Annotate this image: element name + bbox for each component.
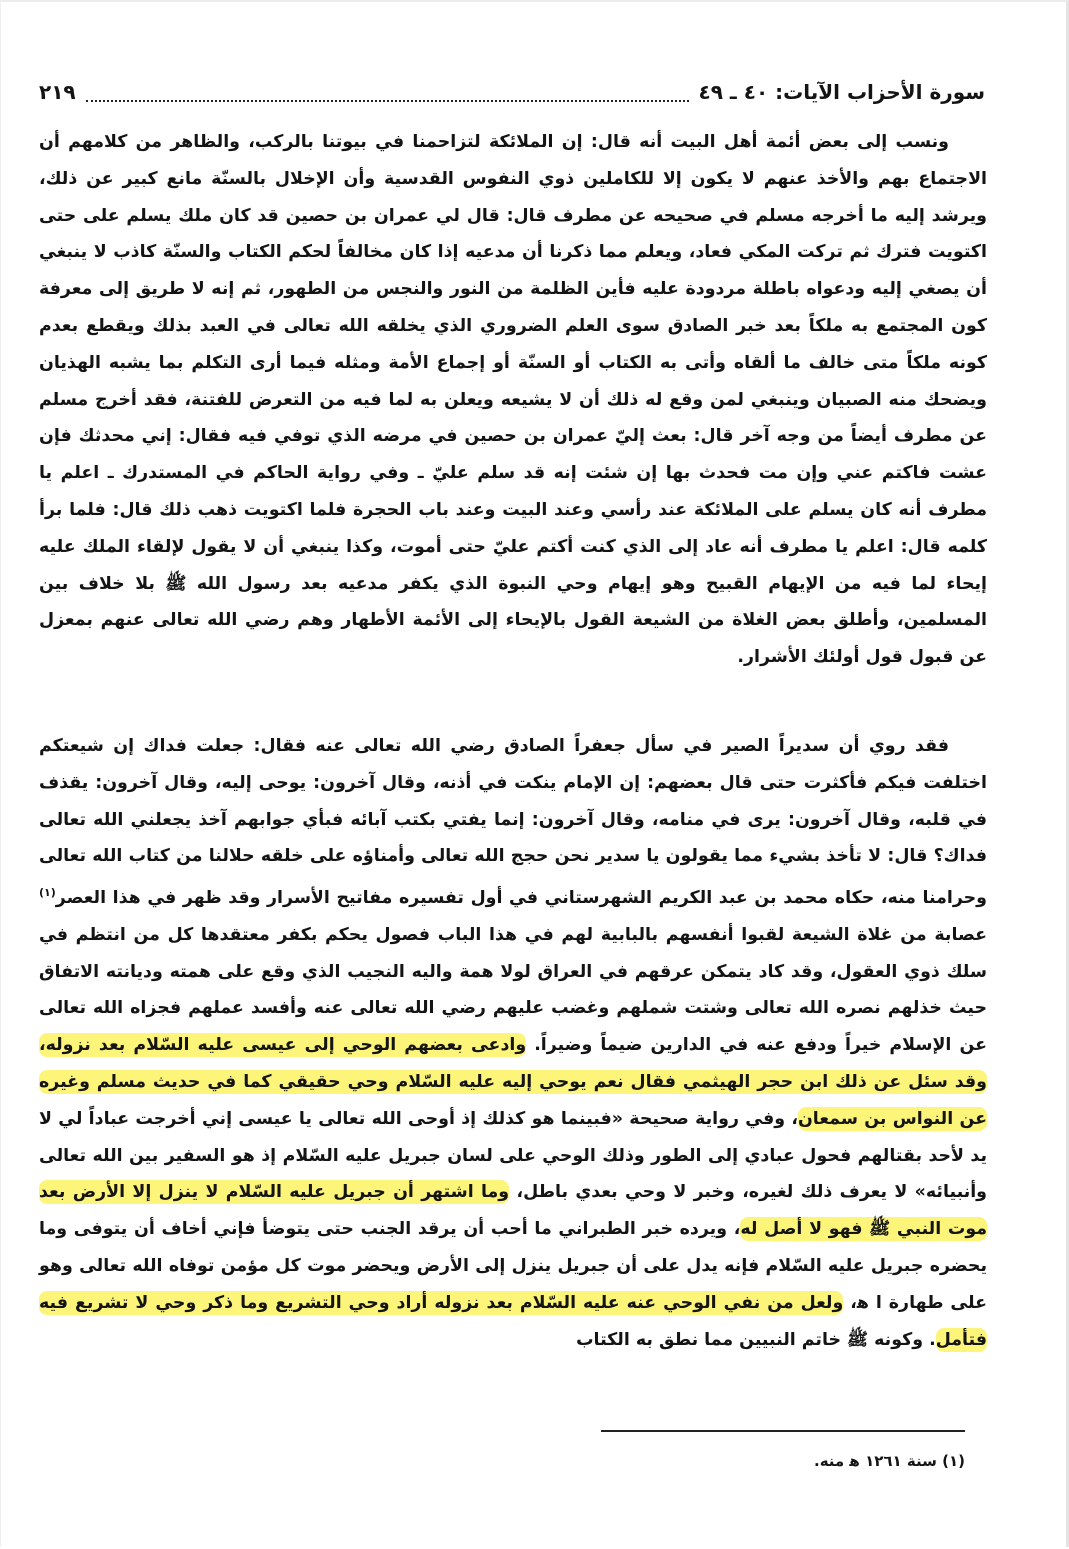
paragraph-text: ، ويرده خبر الطبراني ما أحب أن يرقد الجنب حتى يتوضأ فإني أخاف أن يتوفى وما يحضره جبريل عليه السّلام فإنه يدل على أن جبريل ينزل إلى الأرض ويحضر موت كل مؤمن توفاه الله تعالى وهو على طهارة ا ﻫ، xyxy=(39,1219,987,1313)
footnote-divider xyxy=(601,1430,965,1432)
paragraph-text: . وكونه ﷺ خاتم النبيين مما نطق به الكتاب xyxy=(576,1329,936,1350)
paragraph-1 xyxy=(39,124,987,676)
highlighted-text: وما اشتهر أن جبريل عليه السّلام لا ينزل إلا الأرض بعد موت النبي ﷺ فهو لا أصل له xyxy=(39,1182,987,1240)
running-header xyxy=(39,72,985,112)
footnote-reference[interactable]: (١) xyxy=(39,886,56,900)
paragraph-text: عصابة من غلاة الشيعة لقبوا أنفسهم بالبابية لهم في هذا الباب فصول يحكم بكفر معتقدها كل من انتظم في سلك ذوي العقول، وقد كاد يتمكن عرقهم في العراق لولا همة واليه النجيب الذي وقع على همته وديانته الاتفاق حيث خذلهم نصره الله تعالى وشتت شملهم وغضب عليهم رضي الله تعالى عنه وأفسد عملهم فجزاه الله تعالى عن الإسلام خيراً ودفع عنه في الدارين ضيماً وضيراً. xyxy=(39,924,987,1056)
page-number: ٢١٩ xyxy=(39,80,76,104)
paragraph-text: ، وفي رواية صحيحة «فبينما هو كذلك إذ أوحى الله تعالى يا عيسى إني أخرجت عباداً لي لا يد لأحد بقتالهم فحول عبادي إلى الطور وذلك الوحي على لسان جبريل عليه السّلام إذ هو السفير بين الله تعالى وأنبيائه» لا يعرف ذلك لغيره، وخبر لا وحي بعدي باطل، xyxy=(39,1108,987,1203)
highlighted-text: وادعى بعضهم الوحي إلى عيسى عليه السّلام بعد نزوله، وقد سئل عن ذلك ابن حجر الهيثمي فقال نعم يوحي إليه عليه السّلام وحي حقيقي كما في حديث مسلم وغيره عن النواس بن سمعان xyxy=(39,1035,987,1129)
header-leader-dots xyxy=(86,82,689,102)
footnote-text: سنة ١٢٦١ ﻫ منه. xyxy=(814,1452,937,1470)
paragraph-text: فقد روي أن سديراً الصير في سأل جعفراً الصادق رضي الله تعالى عنه فقال: جعلت فداك إن شيعتكم اختلفت فيكم فأكثرت حتى قال بعضهم: إن الإمام ينكت في أذنه، وقال آخرون: يوحى إليه، وقال آخرون: يقذف في قلبه، وقال آخرون: يرى في منامه، وقال آخرون: إنما يفتي بكتب آبائه فبأي جوابهم آخذ يجعلني الله تعالى فداك؟ قال: لا تأخذ بشيء مما يقولون يا سدير نحن حجج الله تعالى وأمناؤه على خلقه حلالنا من كتاب الله تعالى وحرامنا منه، حكاه محمد بن عبد الكريم الشهرستاني في أول تفسيره مفاتيح الأسرار وقد ظهر في هذا العصر xyxy=(39,736,987,908)
footnote xyxy=(501,1452,965,1470)
footnote-marker: (١) xyxy=(942,1452,965,1470)
header-title: سورة الأحزاب الآيات: ٤٠ ـ ٤٩ xyxy=(698,80,985,104)
paragraph-2 xyxy=(39,728,987,1358)
highlighted-text: ولعل من نفي الوحي عنه عليه السّلام بعد نزوله أراد وحي التشريع وما ذكر وحي لا تشريع فيه فتأمل xyxy=(39,1292,987,1350)
paragraph-text: ونسب إلى بعض أئمة أهل البيت أنه قال: إن الملائكة لتزاحمنا في بيوتنا بالركب، والظاهر من كلامهم أن الاجتماع بهم والأخذ عنهم لا يكون إلا للكاملين ذوي النفوس القدسية وأن الإخلال بالسنّة مانع كبير عن ذلك، ويرشد إليه ما أخرجه مسلم في صحيحه عن مطرف قال: قال لي عمران بن حصين قد كان ملك يسلم على حتى اكتويت فترك ثم تركت المكي فعاد، ويعلم مما ذكرنا أن مدعيه إذا كان مخالفاً لحكم الكتاب والسنّة كاذب لا ينبغي أن يصغي إليه ودعواه باطلة مردودة عليه فأين الظلمة من النور والنجس من الطهور، ثم إنه لا طريق إلى معرفة كون المجتمع به ملكاً بعد خبر الصادق سوى العلم الضروري الذي يخلقه الله تعالى في العبد بذلك ويقطع بعدم كونه ملكاً متى خالف ما ألقاه وأتى به الكتاب أو السنّة أو إجماع الأمة ومثله فيما أرى التكلم بما يشبه الهذيان ويضحك منه الصبيان وينبغي لمن وقع له ذلك أن لا يشيعه ويعلن به لما فيه من التعرض للفتنة، فقد أخرج مسلم عن مطرف أيضاً من وجه آخر قال: بعث إليّ عمران بن حصين في مرضه الذي توفي فيه فقال: إني محدثك فإن عشت فاكتم عني وإن مت فحدث بها إن شئت إنه قد سلم عليّ ـ وفي رواية الحاكم في المستدرك ـ اعلم يا مطرف أنه كان يسلم على الملائكة عند رأسي وعند البيت وعند باب الحجرة فلما اكتويت ذهب ذلك قال: فلما برأ كلمه قال: اعلم يا مطرف أنه عاد إلى الذي كنت أكتم عليّ حتى أموت، وكذا ينبغي أن لا يقول لإلقاء الملك عليه إيحاء لما فيه من الإيهام القبيح وهو إيهام وحي النبوة الذي يكفر مدعيه بعد رسول الله ﷺ بلا خلاف بين المسلمين، وأطلق بعض الغلاة من الشيعة القول بالإيحاء إلى الأئمة الأطهار وهم رضي الله تعالى عنهم بمعزل عن قبول قول أولئك الأشرار. xyxy=(39,132,987,668)
